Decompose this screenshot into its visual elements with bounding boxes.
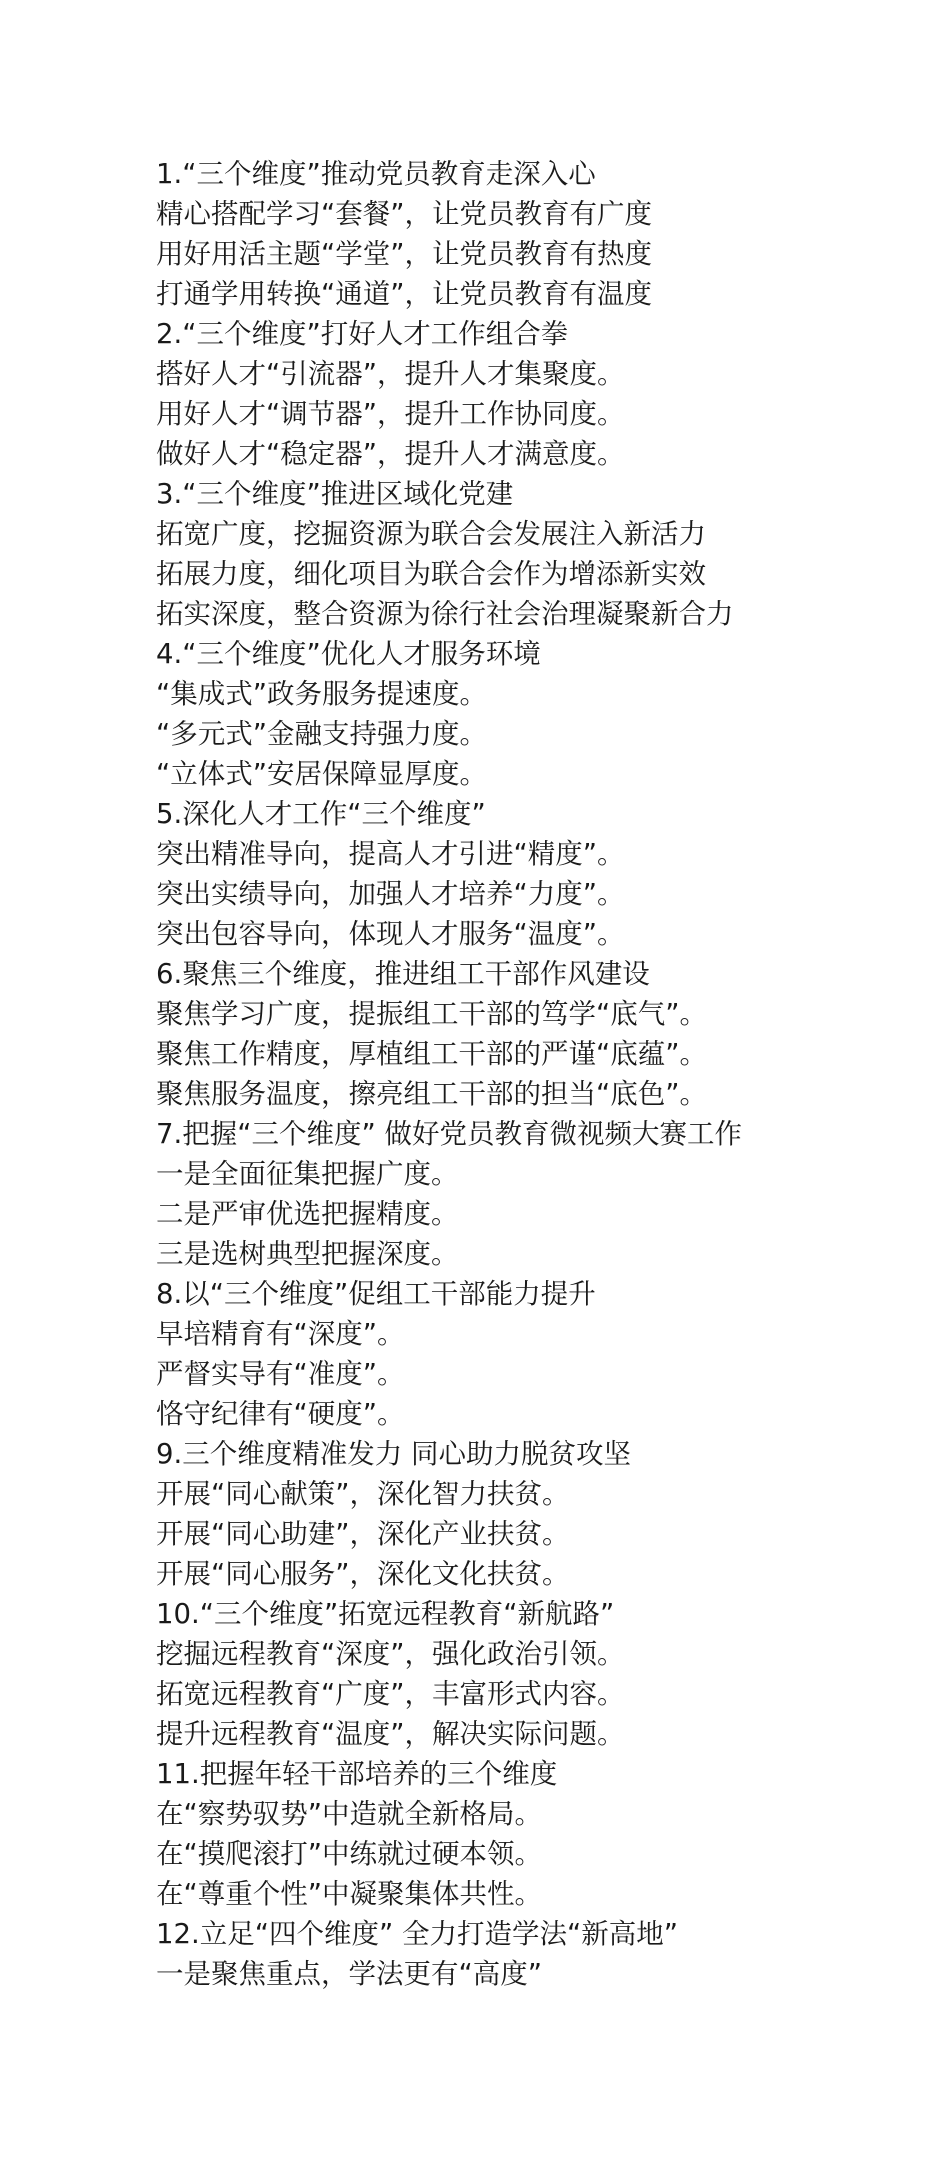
document-body — [156, 154, 916, 1994]
text-line: 开展“同心助建”，深化产业扶贫。 — [156, 1518, 570, 1550]
text-line: “多元式”金融支持强力度。 — [156, 718, 487, 750]
text-line: 聚焦学习广度，提振组工干部的笃学“底气”。 — [156, 998, 707, 1030]
text-line: 聚焦服务温度，擦亮组工干部的担当“底色”。 — [156, 1078, 707, 1110]
text-line: 在“摸爬滚打”中练就过硬本领。 — [156, 1838, 542, 1870]
section-heading-7: 7.把握“三个维度” 做好党员教育微视频大赛工作 — [156, 1118, 742, 1150]
section-heading-11: 11.把握年轻干部培养的三个维度 — [156, 1758, 558, 1790]
section-heading-6: 6.聚焦三个维度，推进组工干部作风建设 — [156, 958, 650, 990]
text-line: 拓展力度，细化项目为联合会作为增添新实效 — [156, 558, 706, 590]
text-line: 早培精育有“深度”。 — [156, 1318, 405, 1350]
section-heading-12: 12.立足“四个维度” 全力打造学法“新高地” — [156, 1918, 678, 1950]
section-heading-8: 8.以“三个维度”促组工干部能力提升 — [156, 1278, 596, 1310]
text-line: “立体式”安居保障显厚度。 — [156, 758, 487, 790]
text-line: 搭好人才“引流器”，提升人才集聚度。 — [156, 358, 625, 390]
text-line: 一是聚焦重点，学法更有“高度” — [156, 1958, 542, 1990]
text-line: 拓实深度，整合资源为徐行社会治理凝聚新合力 — [156, 598, 734, 630]
text-line: 打通学用转换“通道”，让党员教育有温度 — [156, 278, 652, 310]
section-heading-10: 10.“三个维度”拓宽远程教育“新航路” — [156, 1598, 615, 1630]
text-line: 突出精准导向，提高人才引进“精度”。 — [156, 838, 625, 870]
text-line: 一是全面征集把握广度。 — [156, 1158, 459, 1190]
text-line: 恪守纪律有“硬度”。 — [156, 1398, 405, 1430]
text-line: 在“尊重个性”中凝聚集体共性。 — [156, 1878, 542, 1910]
text-line: 提升远程教育“温度”，解决实际问题。 — [156, 1718, 625, 1750]
text-line: 在“察势驭势”中造就全新格局。 — [156, 1798, 542, 1830]
text-line: 二是严审优选把握精度。 — [156, 1198, 459, 1230]
text-line: 突出包容导向，体现人才服务“温度”。 — [156, 918, 625, 950]
text-line: 严督实导有“准度”。 — [156, 1358, 405, 1390]
section-heading-2: 2.“三个维度”打好人才工作组合拳 — [156, 318, 569, 350]
text-line: 聚焦工作精度，厚植组工干部的严谨“底蕴”。 — [156, 1038, 707, 1070]
text-line: 精心搭配学习“套餐”，让党员教育有广度 — [156, 198, 652, 230]
text-line: 拓宽远程教育“广度”，丰富形式内容。 — [156, 1678, 625, 1710]
text-line: 开展“同心服务”，深化文化扶贫。 — [156, 1558, 570, 1590]
text-line: 拓宽广度，挖掘资源为联合会发展注入新活力 — [156, 518, 706, 550]
text-line: 三是选树典型把握深度。 — [156, 1238, 459, 1270]
section-heading-5: 5.深化人才工作“三个维度” — [156, 798, 486, 830]
text-line: “集成式”政务服务提速度。 — [156, 678, 487, 710]
text-line: 做好人才“稳定器”，提升人才满意度。 — [156, 438, 625, 470]
text-line: 用好用活主题“学堂”，让党员教育有热度 — [156, 238, 652, 270]
section-heading-3: 3.“三个维度”推进区域化党建 — [156, 478, 514, 510]
text-line: 用好人才“调节器”，提升工作协同度。 — [156, 398, 625, 430]
section-heading-1: 1.“三个维度”推动党员教育走深入心 — [156, 158, 596, 190]
text-line: 挖掘远程教育“深度”，强化政治引领。 — [156, 1638, 625, 1670]
section-heading-4: 4.“三个维度”优化人才服务环境 — [156, 638, 541, 670]
text-line: 突出实绩导向，加强人才培养“力度”。 — [156, 878, 625, 910]
text-line: 开展“同心献策”，深化智力扶贫。 — [156, 1478, 570, 1510]
section-heading-9: 9.三个维度精准发力 同心助力脱贫攻坚 — [156, 1438, 631, 1470]
